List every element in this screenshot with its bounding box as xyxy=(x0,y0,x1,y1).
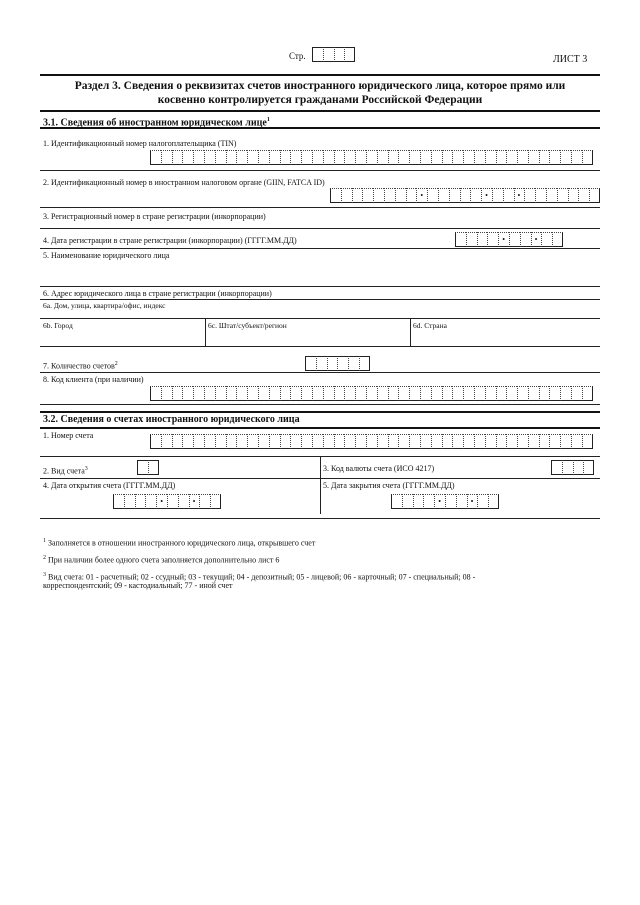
address-6d-label: 6d. Страна xyxy=(413,321,447,330)
accounts-count-label: 7. Количество счетов$^2$ xyxy=(43,361,118,371)
rule xyxy=(40,286,600,287)
section-title-line1: Раздел 3. Сведения о реквизитах счетов иностранного юридического лица, которое прямо или xyxy=(74,80,566,92)
open-date-label: 4. Дата открытия счета (ГГГГ.ММ.ДД) xyxy=(43,481,176,490)
part2-heading-rule xyxy=(40,427,600,429)
part1-heading: 3.1. Сведения об иностранном юридическом лице$^1$ xyxy=(43,117,270,129)
account-type-label: 2. Вид счета$^3$ xyxy=(43,466,88,476)
page-label: Стр. xyxy=(289,51,306,61)
footnote-1: $^1$ Заполняется в отношении иностранного юридического лица, открывшего счет xyxy=(43,538,316,548)
address-6b-label: 6b. Город xyxy=(43,321,73,330)
open-date-field[interactable] xyxy=(113,494,221,509)
part1-top-rule xyxy=(40,110,600,112)
footnote-2: $^2$ При наличии более одного счета заполняется дополнительно лист 6 xyxy=(43,555,280,565)
divider xyxy=(205,318,206,346)
tin-label: 1. Идентификационный номер налогоплательщика (TIN) xyxy=(43,139,237,148)
part2-heading: 3.2. Сведения о счетах иностранного юридического лица xyxy=(43,414,300,425)
part2-top-rule xyxy=(40,411,600,413)
rule xyxy=(40,248,600,249)
name-label: 5. Наименование юридического лица xyxy=(43,251,170,260)
reg-date-label: 4. Дата регистрации в стране регистрации (инкорпорации) (ГГГГ.ММ.ДД) xyxy=(43,236,297,245)
client-code-label: 8. Код клиента (при наличии) xyxy=(43,375,144,384)
divider xyxy=(320,456,321,478)
rule xyxy=(40,318,600,319)
giin-field[interactable] xyxy=(330,188,600,203)
address-6c-label: 6c. Штат/субъект/регион xyxy=(208,321,287,330)
section-title-line2: косвенно контролируется гражданами Российской Федерации xyxy=(157,94,483,106)
sheet-label: ЛИСТ 3 xyxy=(553,54,588,65)
currency-code-field[interactable] xyxy=(551,460,594,475)
address-6a-label: 6a. Дом, улица, квартира/офис, индекс xyxy=(43,301,166,310)
footnote-3: $^3$ Вид счета: 01 - расчетный; 02 - ссудный; 03 - текущий; 04 - депозитный; 05 - лицевой; 06 - карточный; 07 - специальный; 08 - xyxy=(43,572,476,582)
currency-code-label: 3. Код валюты счета (ИСО 4217) xyxy=(323,464,435,473)
giin-label: 2. Идентификационный номер в иностранном налоговом органе (GIIN, FATCA ID) xyxy=(43,178,325,187)
bottom-rule xyxy=(40,518,600,519)
footnote-3-continued: корреспондентский; 09 - кастодиальный; 77 - иной счет xyxy=(43,581,233,590)
client-code-field[interactable] xyxy=(150,386,593,401)
account-number-label: 1. Номер счета xyxy=(43,431,94,440)
part1-heading-rule xyxy=(40,127,600,129)
page-number-field[interactable] xyxy=(312,47,355,62)
rule xyxy=(40,170,600,171)
reg-number-label: 3. Регистрационный номер в стране регистрации (инкорпорации) xyxy=(43,212,266,221)
tin-field[interactable] xyxy=(150,150,593,165)
rule xyxy=(40,207,600,208)
part1-heading-note: 1 xyxy=(266,117,270,123)
rule xyxy=(40,372,600,373)
close-date-field[interactable] xyxy=(391,494,499,509)
rule xyxy=(40,299,600,300)
account-type-note: 3 xyxy=(84,466,88,472)
accounts-count-field[interactable] xyxy=(305,356,370,371)
divider xyxy=(320,478,321,514)
account-type-field[interactable] xyxy=(137,460,159,475)
close-date-label: 5. Дата закрытия счета (ГГГГ.ММ.ДД) xyxy=(323,481,455,490)
top-rule xyxy=(40,74,600,76)
rule xyxy=(40,404,600,405)
rule xyxy=(40,228,600,229)
rule xyxy=(40,346,600,347)
reg-date-field[interactable] xyxy=(455,232,563,247)
account-number-field[interactable] xyxy=(150,434,593,449)
divider xyxy=(410,318,411,346)
address-label: 6. Адрес юридического лица в стране регистрации (инкорпорации) xyxy=(43,289,272,298)
accounts-count-note: 2 xyxy=(114,361,118,367)
